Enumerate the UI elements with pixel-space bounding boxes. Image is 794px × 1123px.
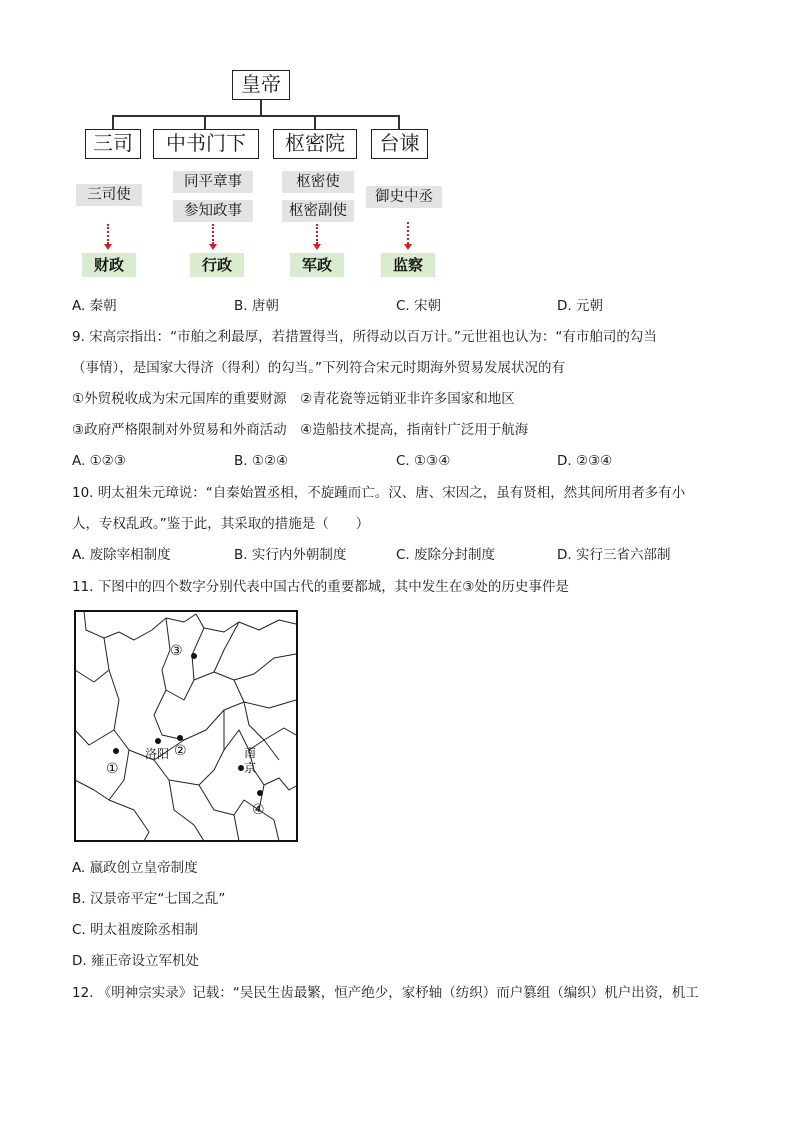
- q8-option-a[interactable]: A. 秦朝: [72, 298, 117, 314]
- function-military: 军政: [290, 253, 344, 277]
- capital-3-dot: [191, 653, 197, 659]
- branch-sansi: 三司: [85, 129, 141, 159]
- q9-option-d[interactable]: D. ②③④: [557, 453, 613, 469]
- official-shumishi: 枢密使: [282, 171, 354, 193]
- q8-option-c[interactable]: C. 宋朝: [396, 298, 442, 314]
- function-administration: 行政: [190, 253, 244, 277]
- arrow-3: [316, 224, 318, 244]
- q9-line-1: 9. 宋高宗指出：“市舶之利最厚，若措置得当，所得动以百万计。”元世祖也认为：“有市舶司的勾当: [72, 329, 657, 345]
- connector-drop-3: [314, 115, 316, 129]
- official-tongpingzhangshi: 同平章事: [173, 171, 253, 193]
- map-label-2: ②: [174, 743, 187, 759]
- q9-line-2: （事情），是国家大得济（得利）的勾当。”下列符合宋元时期海外贸易发展状况的有: [72, 360, 565, 376]
- connector-drop-4: [398, 115, 400, 129]
- arrowhead-4: [404, 244, 412, 250]
- arrowhead-3: [313, 244, 321, 250]
- q9-option-a[interactable]: A. ①②③: [72, 453, 126, 469]
- q8-option-d[interactable]: D. 元朝: [557, 298, 603, 314]
- q11-option-b[interactable]: B. 汉景帝平定“七国之乱”: [72, 891, 226, 907]
- connector-horizontal: [112, 115, 399, 117]
- official-shumifushi: 枢密副使: [282, 200, 354, 222]
- q10-option-d[interactable]: D. 实行三省六部制: [557, 547, 671, 563]
- official-yushizhongcheng: 御史中丞: [366, 186, 442, 208]
- q10-option-c[interactable]: C. 废除分封制度: [396, 547, 496, 563]
- q11-option-d[interactable]: D. 雍正帝设立军机处: [72, 953, 199, 969]
- map-label-luoyang: 洛阳: [145, 747, 170, 761]
- q10-option-a[interactable]: A. 废除宰相制度: [72, 547, 171, 563]
- q10-line-1: 10. 明太祖朱元璋说：“自秦始置丞相，不旋踵而亡。汉、唐、宋因之，虽有贤相，然其间所用者多有小: [72, 485, 686, 501]
- arrow-1: [107, 224, 109, 244]
- connector-vertical-top: [260, 99, 262, 115]
- map-label-nanjing-2: 京: [244, 761, 257, 775]
- q11-option-c[interactable]: C. 明太祖废除丞相制: [72, 922, 199, 938]
- branch-taijian: 台谏: [371, 129, 428, 159]
- capital-1-dot: [113, 748, 119, 754]
- connector-drop-2: [204, 115, 206, 129]
- q10-option-b[interactable]: B. 实行内外朝制度: [234, 547, 347, 563]
- official-canzhizhengshi: 参知政事: [173, 200, 253, 222]
- q9-line-4: ③政府严格限制对外贸易和外商活动 ④造船技术提高，指南针广泛用于航海: [72, 422, 529, 438]
- map-label-4: ④: [252, 802, 265, 818]
- q11-line-1: 11. 下图中的四个数字分别代表中国古代的重要都城，其中发生在③处的历史事件是: [72, 579, 569, 595]
- q9-option-b[interactable]: B. ①②④: [234, 453, 289, 469]
- function-supervision: 监察: [381, 253, 435, 277]
- capital-2-dot: [177, 735, 183, 741]
- map-label-1: ①: [106, 761, 119, 777]
- q9-line-3: ①外贸税收成为宋元国库的重要财源 ②青花瓷等远销亚非许多国家和地区: [72, 391, 515, 407]
- q10-line-2: 人，专权乱政。”鉴于此，其采取的措施是（ ）: [72, 516, 370, 532]
- map-label-3: ③: [170, 643, 183, 659]
- arrowhead-1: [104, 244, 112, 250]
- official-sansishi: 三司使: [76, 184, 142, 206]
- branch-shumi: 枢密院: [273, 129, 357, 159]
- map-label-nanjing-1: 南: [244, 746, 257, 760]
- arrowhead-2: [209, 244, 217, 250]
- q12-line-1: 12. 《明神宗实录》记载：“吴民生齿最繁，恒产绝少，家杼轴（纺织）而户篡组（编织）机户出资，机工: [72, 985, 699, 1001]
- q9-option-c[interactable]: C. ①③④: [396, 453, 451, 469]
- function-finance: 财政: [82, 253, 136, 277]
- q11-option-a[interactable]: A. 嬴政创立皇帝制度: [72, 860, 198, 876]
- connector-drop-1: [112, 115, 114, 129]
- arrow-2: [212, 224, 214, 244]
- arrow-4: [407, 222, 409, 244]
- q8-option-b[interactable]: B. 唐朝: [234, 298, 279, 314]
- capital-4-dot: [257, 790, 263, 796]
- emperor-box: 皇帝: [232, 70, 290, 100]
- luoyang-dot: [155, 738, 161, 744]
- ancient-capitals-map: [74, 610, 298, 842]
- branch-zhongshu: 中书门下: [153, 129, 259, 159]
